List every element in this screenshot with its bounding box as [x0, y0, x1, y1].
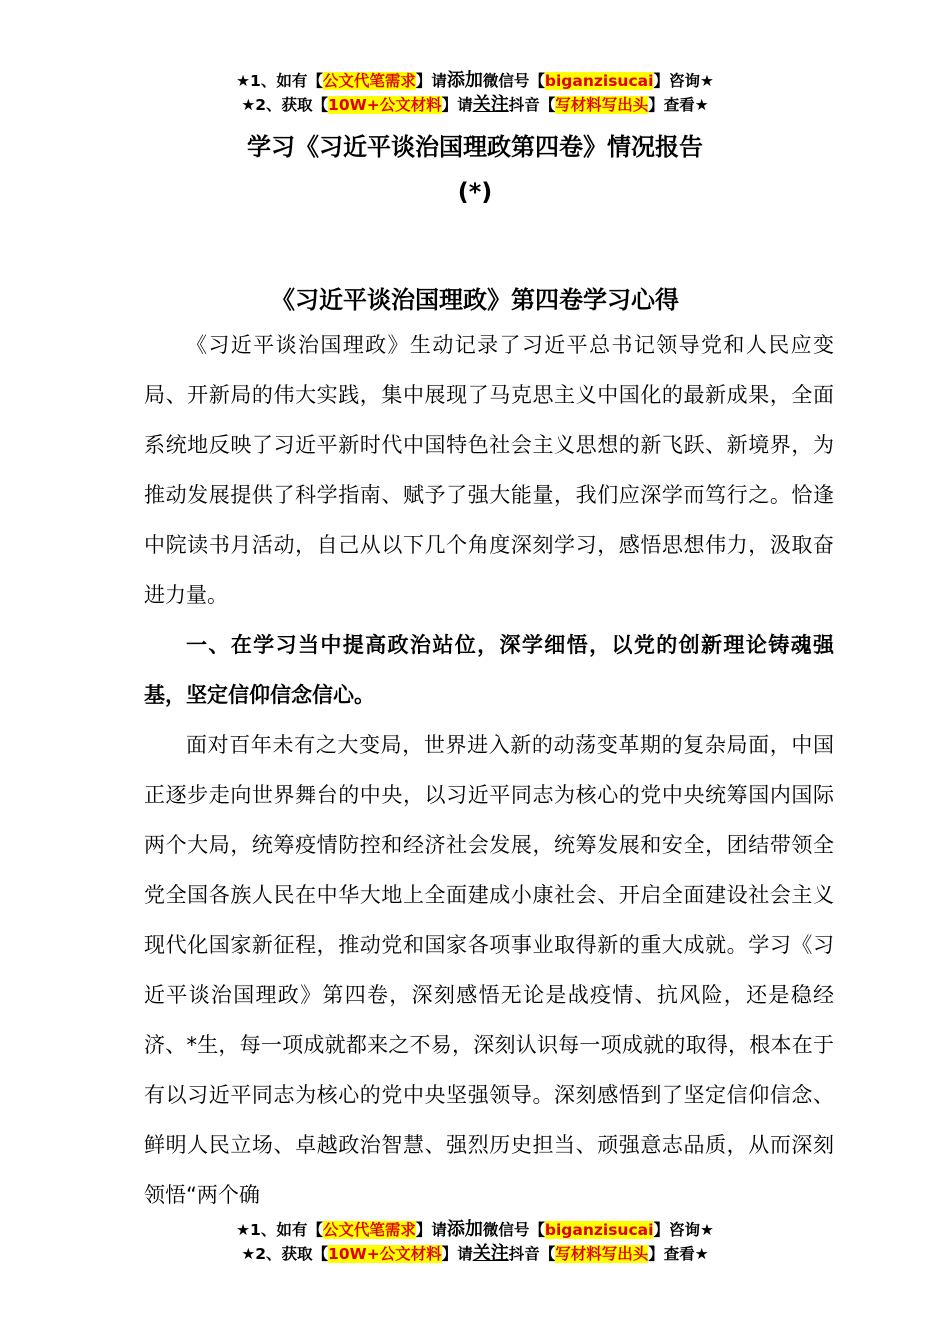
- highlight-service: 公文代笔需求: [322, 72, 416, 90]
- document-title: 学习《习近平谈治国理政第四卷》情况报告: [247, 133, 703, 161]
- promo-line-2: ★2、获取【10W+公文材料】请关注抖音【写材料写出头】查看★: [241, 1243, 709, 1264]
- highlight-materials: 10W+公文材料: [328, 96, 442, 114]
- promo-line-2: ★2、获取【10W+公文材料】请关注抖音【写材料写出头】查看★: [241, 94, 709, 115]
- document-subtitle: (*): [457, 178, 493, 206]
- promo-banner-top: [0, 69, 950, 117]
- highlight-service: 公文代笔需求: [322, 1221, 416, 1239]
- promo-banner-bottom: [0, 1218, 950, 1266]
- body-paragraph: 面对百年未有之大变局，世界进入新的动荡变革期的复杂局面，中国正逐步走向世界舞台的中央，以习近平同志为核心的党中央统筹国内国际两个大局，统筹疫情防控和经济社会发展，统筹发展和安全，团结带领全党全国各族人民在中华大地上全面建成小康社会、开启全面建设社会主义现代化国家新征程，推动党和国家各项事业取得新的重大成就。学习《习近平谈治国理政》第四卷，深刻感悟无论是战疫情、抗风险，还是稳经济、*生，每一项成就都来之不易，深刻认识每一项成就的取得，根本在于有以习近平同志为核心的党中央坚强领导。深刻感悟到了坚定信仰信念、鲜明人民立场、卓越政治智慧、强烈历史担当、顽强意志品质，从而深刻领悟“两个确: [144, 733, 834, 1207]
- highlight-douyin: 写材料写出头: [555, 1245, 649, 1263]
- body-paragraph: 《习近平谈治国理政》生动记录了习近平总书记领导党和人民应变局、开新局的伟大实践，集中展现了马克思主义中国化的最新成果，全面系统地反映了习近平新时代中国特色社会主义思想的新飞跃、新境界，为推动发展提供了科学指南、赋予了强大能量，我们应深学而笃行之。恰逢中院读书月活动，自己从以下几个角度深刻学习，感悟思想伟力，汲取奋进力量。: [144, 333, 834, 607]
- highlight-douyin: 写材料写出头: [555, 96, 649, 114]
- highlight-materials: 10W+公文材料: [328, 1245, 442, 1263]
- section-title: 《习近平谈治国理政》第四卷学习心得: [271, 286, 679, 314]
- promo-line-1: ★1、如有【公文代笔需求】请添加微信号【biganzisucai】咨询★: [236, 1219, 714, 1240]
- highlight-wechat-id: biganzisucai: [544, 72, 654, 90]
- promo-line-1: ★1、如有【公文代笔需求】请添加微信号【biganzisucai】咨询★: [236, 70, 714, 91]
- document-body: [144, 320, 834, 1220]
- highlight-wechat-id: biganzisucai: [544, 1221, 654, 1239]
- section-heading: 一、在学习当中提高政治站位，深学细悟，以党的创新理论铸魂强基，坚定信仰信念信心。: [144, 633, 834, 707]
